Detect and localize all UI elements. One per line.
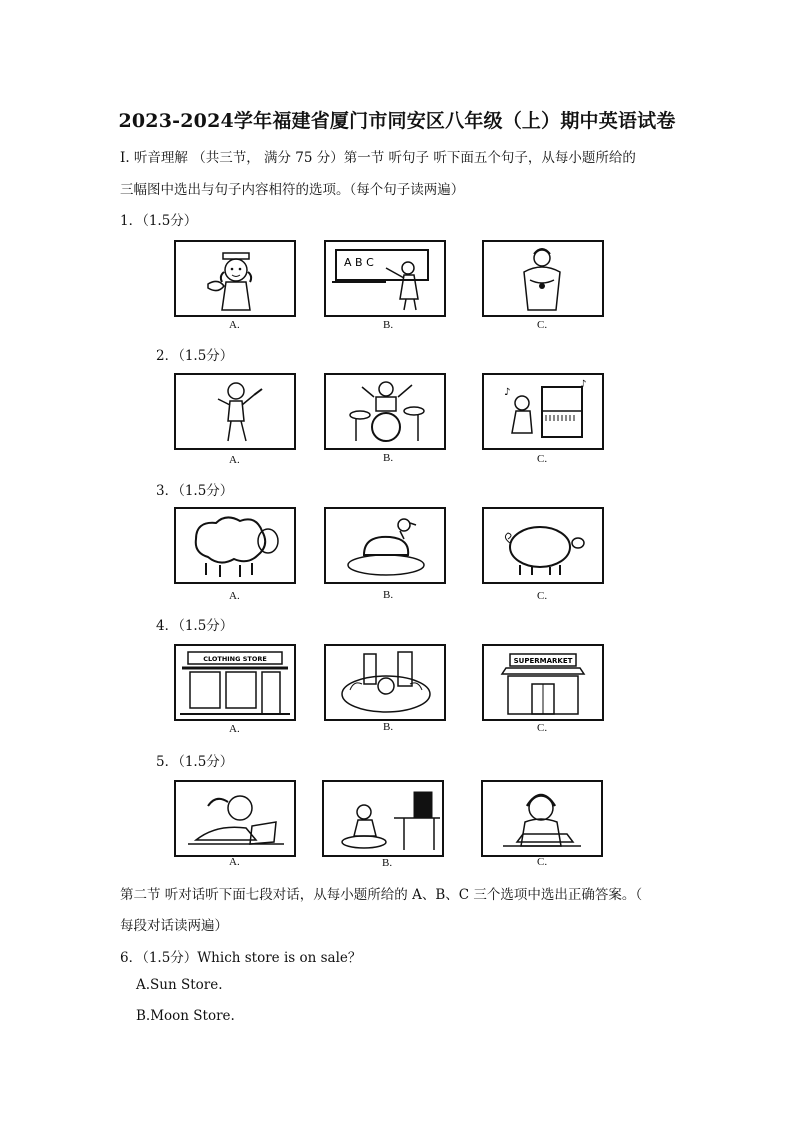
q5-option-c-label: C. — [537, 856, 548, 868]
svg-text:♪: ♪ — [504, 387, 511, 398]
question-2-label: 2．（1.5分） — [156, 348, 234, 364]
q2-option-b-label: B. — [383, 452, 394, 464]
q1-option-c-image — [482, 240, 604, 317]
q5-option-a-label: A. — [229, 856, 240, 868]
q3-option-b-image — [324, 507, 446, 584]
q2-option-b-image — [324, 373, 446, 450]
q4-option-a-label: A. — [229, 723, 240, 735]
q5-option-a-image — [174, 780, 296, 857]
section1-intro-line2: 三幅图中选出与句子内容相符的选项。（每个句子读两遍） — [120, 182, 465, 198]
q3-option-c-label: C. — [537, 590, 548, 602]
q1-option-a-label: A. — [229, 319, 240, 331]
q3-option-c-image — [482, 507, 604, 584]
q4-option-c-image — [482, 644, 604, 721]
section2-intro-line2: 每段对话读两遍） — [120, 918, 228, 934]
q3-option-a-label: A. — [229, 590, 240, 602]
question-1-label: 1．（1.5分） — [120, 213, 198, 229]
supermarket-sign: SUPERMARKET — [513, 657, 573, 665]
q5-option-c-image — [481, 780, 603, 857]
q4-option-c-label: C. — [537, 722, 548, 734]
q1-option-a-image — [174, 240, 296, 317]
q1-option-b-image — [324, 240, 446, 317]
q4-option-b-label: B. — [383, 721, 394, 733]
q2-option-c-label: C. — [537, 453, 548, 465]
question-6-option-b: B.Moon Store. — [136, 1008, 235, 1024]
section2-intro-line1: 第二节 听对话听下面七段对话，从每小题所给的 A、B、C 三个选项中选出正确答案。（ — [120, 887, 643, 903]
q4-option-b-image — [324, 644, 446, 721]
svg-text:♪: ♪ — [580, 379, 587, 390]
q2-option-a-image — [174, 373, 296, 450]
question-4-label: 4．（1.5分） — [156, 618, 234, 634]
q2-option-c-image — [482, 373, 604, 450]
question-5-label: 5．（1.5分） — [156, 754, 234, 770]
q3-option-b-label: B. — [383, 589, 394, 601]
question-6-option-a: A.Sun Store. — [136, 977, 223, 993]
blackboard-letters: A B C — [344, 256, 374, 269]
q5-option-b-label: B. — [382, 857, 393, 869]
q3-option-a-image — [174, 507, 296, 584]
page-title: 2023-2024学年福建省厦门市同安区八年级（上）期中英语试卷 — [118, 110, 676, 132]
q1-option-b-label: B. — [383, 319, 394, 331]
q2-option-a-label: A. — [229, 454, 240, 466]
question-6-stem: 6．（1.5分）Which store is on sale？ — [120, 950, 362, 966]
clothing-store-sign: CLOTHING STORE — [203, 655, 267, 663]
question-3-label: 3．（1.5分） — [156, 483, 234, 499]
q5-option-b-image — [322, 780, 444, 857]
q1-option-c-label: C. — [537, 319, 548, 331]
section1-intro-line1: Ⅰ. 听音理解 （共三节， 满分 75 分）第一节 听句子 听下面五个句子，从每小题所给的 — [120, 150, 636, 166]
q4-option-a-image — [174, 644, 296, 721]
